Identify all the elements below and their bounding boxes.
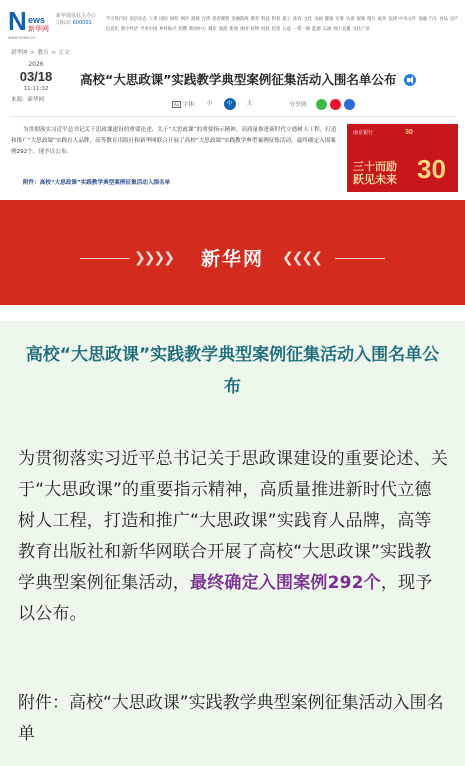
- article-date-block: [11, 61, 61, 103]
- logo-chinese-name: 新华网: [28, 25, 49, 33]
- ad-slogan-line1: 三十而励: [353, 160, 397, 173]
- nav-item[interactable]: 金融防线: [231, 17, 249, 22]
- nav-item[interactable]: 军事: [335, 17, 344, 22]
- banner-site-name: 新华网: [200, 248, 264, 270]
- article-tools: [172, 98, 358, 110]
- article-source: 来源：新华网: [11, 97, 45, 103]
- nav-item[interactable]: 法律: [388, 17, 397, 22]
- header-note-text: 新华通讯社主办公司标识: [56, 13, 97, 26]
- nav-item[interactable]: 城市: [208, 27, 217, 32]
- article-time: 11:11:32: [23, 86, 49, 92]
- nav-item[interactable]: 中央文件: [398, 17, 417, 22]
- breadcrumb-sep: >: [30, 50, 35, 56]
- nav-item[interactable]: 图片: [367, 17, 376, 22]
- nav-item[interactable]: 旅游: [218, 27, 228, 32]
- nav-item[interactable]: 人事: [148, 17, 158, 22]
- top-nav: [106, 15, 462, 35]
- ad-bank-name: 南京银行: [353, 130, 374, 136]
- logo-letter-n: N: [8, 6, 27, 36]
- logo-letters-ews: ews: [28, 15, 46, 25]
- nav-item[interactable]: 书画: [314, 17, 323, 22]
- nav-item[interactable]: 学术中国: [140, 27, 158, 32]
- font-label: 字体：: [183, 102, 200, 108]
- nav-item[interactable]: 量子: [282, 17, 291, 22]
- ad-big-number: 30: [417, 154, 446, 184]
- font-size-medium-button[interactable]: 中: [224, 98, 236, 110]
- nav-item[interactable]: 乡村振兴: [159, 27, 177, 32]
- breadcrumb-sep: >: [51, 50, 56, 56]
- nav-item[interactable]: 网评: [180, 17, 190, 22]
- nav-item[interactable]: 金融: [418, 17, 427, 22]
- nav-item[interactable]: 汽车: [428, 17, 438, 22]
- nav-item[interactable]: 学习进行时: [106, 17, 128, 22]
- nav-item[interactable]: 新闻: [229, 27, 239, 32]
- nav-item[interactable]: 文化产业: [352, 27, 370, 32]
- banner-line-right: [335, 258, 385, 259]
- nav-item[interactable]: 国际: [159, 17, 168, 22]
- nav-item[interactable]: 好物: [250, 27, 260, 32]
- nav-item[interactable]: 文化: [303, 17, 313, 22]
- font-size-large-button[interactable]: 大: [246, 101, 253, 107]
- xinhuanet-banner: [0, 200, 465, 305]
- breadcrumb: [11, 48, 71, 56]
- attachment-link[interactable]: 附件：高校“大思政课”实践教学典型案例征集活动入围名单: [23, 180, 171, 186]
- article-date: 03/18: [19, 69, 53, 84]
- nav-item[interactable]: 港澳: [191, 17, 200, 22]
- nav-item[interactable]: 石油: [322, 27, 332, 32]
- article-year: 2026: [28, 61, 44, 68]
- share-label: 分享到：: [289, 102, 312, 108]
- article-title-text: 高校“大思政课”实践教学典型案例征集活动入围名单公布: [80, 72, 397, 87]
- breadcrumb-home[interactable]: 新华网: [11, 50, 28, 56]
- font-size-small-button[interactable]: 小: [206, 101, 213, 107]
- nav-item[interactable]: 教育: [250, 17, 260, 22]
- header-note: [56, 13, 98, 27]
- breadcrumb-education[interactable]: 教育: [37, 50, 49, 56]
- nav-item[interactable]: 体育: [292, 17, 302, 22]
- nav-item[interactable]: 高层动态: [129, 17, 147, 22]
- title-divider: [11, 116, 456, 117]
- site-header: [0, 0, 465, 44]
- speaker-icon[interactable]: [404, 74, 416, 86]
- nav-item[interactable]: 休闲: [240, 27, 249, 32]
- font-size-icon: Aa: [173, 101, 180, 107]
- nav-item[interactable]: 思客聚智: [212, 17, 230, 22]
- nav-item[interactable]: 台湾: [201, 17, 211, 22]
- card-body-highlight: 最终确定入围案例292个: [190, 573, 381, 593]
- content-card: [0, 321, 465, 766]
- nav-item[interactable]: 访谈: [345, 17, 355, 22]
- ad-small-number: 30: [405, 129, 413, 136]
- ad-slogan: [353, 160, 397, 186]
- article-summary: 为贯彻落实习近平总书记关于思政课建设的重要论述、关于“大思政课”的重要指示精神，高质量推进新时代立德树人工程，打造和推广“大思政课”实践育人品牌，高等教育出版社和新华网联合开展了高校“大思政课”实践教学典型案例征集活动，最终确定入围案例292个，现予以公布。: [11, 127, 337, 155]
- nav-item[interactable]: 网上直播: [333, 27, 351, 32]
- nav-item[interactable]: 财经: [169, 17, 179, 22]
- card-body-text: 为贯彻落实习近平总书记关于思政课建设的重要论述、关于“大思政课”的重要指示精神，高质量推进新时代立德树人工程，打造和推广“大思政课”实践育人品牌，高等教育出版社和新华网联合开展了高校“大思政课”实践教学典型案例征集活动，: [18, 449, 448, 593]
- nav-item[interactable]: 投资: [271, 27, 281, 32]
- nav-item[interactable]: 政务: [377, 17, 387, 22]
- nav-item[interactable]: 招聘: [178, 27, 188, 32]
- nav-item[interactable]: 房产: [449, 17, 459, 22]
- article-title: [80, 70, 416, 88]
- nav-item[interactable]: 新闻中心: [189, 27, 207, 32]
- nav-item[interactable]: 科技: [261, 17, 270, 22]
- nav-item[interactable]: 一带一路: [292, 27, 311, 32]
- nav-item[interactable]: 数字经济: [120, 27, 139, 32]
- wechat-share-icon[interactable]: [316, 99, 327, 110]
- qzone-share-icon[interactable]: [344, 99, 355, 110]
- banner-chevrons-left: ❯❯❯❯: [134, 250, 173, 266]
- header-note-tel: 600001: [72, 20, 92, 26]
- bank-advertisement[interactable]: [347, 124, 458, 192]
- card-attachment[interactable]: 附件：高校“大思政课”实践教学典型案例征集活动入围名单: [18, 693, 444, 744]
- nav-item[interactable]: 食品: [439, 17, 448, 22]
- weibo-share-icon[interactable]: [330, 99, 341, 110]
- nav-item[interactable]: 健康: [324, 17, 334, 22]
- nav-item[interactable]: 视频: [356, 17, 366, 22]
- card-title: 高校“大思政课”实践教学典型案例征集活动入围名单公布: [25, 345, 440, 397]
- breadcrumb-current: 正文: [58, 50, 70, 56]
- card-body: [18, 444, 448, 630]
- logo-url: www.news.cn: [8, 35, 36, 40]
- card-body-end: ，现予以公布。: [18, 573, 433, 624]
- banner-chevrons-right: ❮❮❮❮: [282, 250, 321, 266]
- nav-item[interactable]: 科普: [271, 17, 281, 22]
- ad-slogan-line2: 跃见未来: [353, 173, 397, 186]
- xinhuanet-logo[interactable]: [8, 8, 52, 38]
- nav-item[interactable]: 公益: [282, 27, 291, 32]
- nav-item[interactable]: 能源: [312, 27, 321, 32]
- nav-item[interactable]: 时政: [261, 27, 270, 32]
- nav-item[interactable]: 信息化: [106, 27, 119, 32]
